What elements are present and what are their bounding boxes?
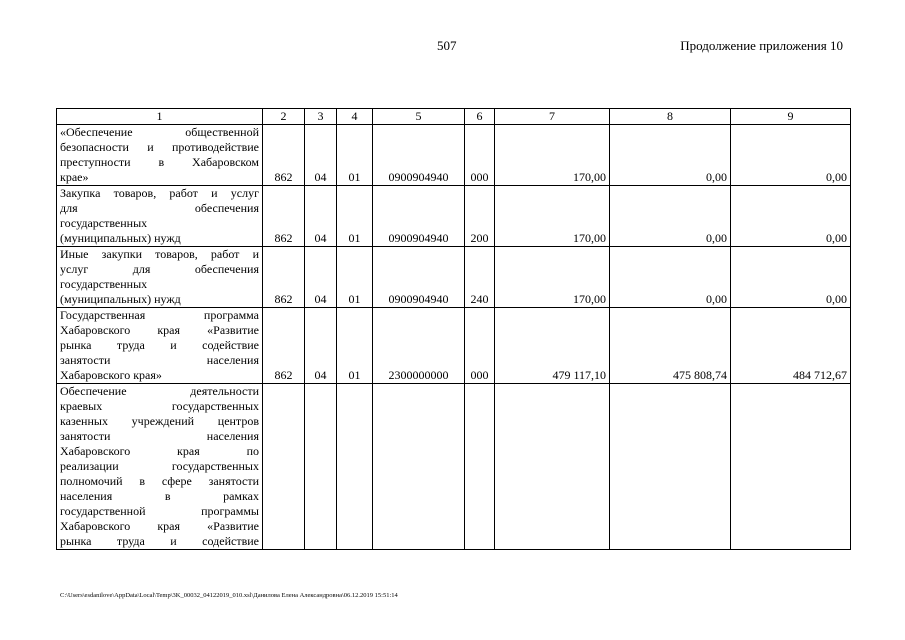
description-line: «Обеспечение общественной bbox=[60, 125, 259, 139]
target-article-code bbox=[373, 384, 465, 550]
row-description bbox=[57, 186, 263, 247]
description-line: Закупка товаров, работ и услуг bbox=[60, 186, 259, 200]
column-header: 7 bbox=[495, 109, 610, 125]
description-line: Государственная программа bbox=[60, 308, 259, 322]
amount-year-1: 170,00 bbox=[495, 247, 610, 308]
description-line: безопасности и противодействие bbox=[60, 140, 259, 154]
amount-year-3: 0,00 bbox=[731, 125, 851, 186]
expense-type-code: 000 bbox=[465, 125, 495, 186]
table-row bbox=[57, 125, 851, 186]
amount-year-2: 0,00 bbox=[610, 125, 731, 186]
subsection-code: 01 bbox=[337, 247, 373, 308]
column-header: 4 bbox=[337, 109, 373, 125]
description-line: краевых государственных bbox=[60, 399, 259, 413]
table-header-row bbox=[57, 109, 851, 125]
target-article-code: 2300000000 bbox=[373, 308, 465, 384]
description-line: Обеспечение деятельности bbox=[60, 384, 259, 398]
description-line: занятости населения bbox=[60, 429, 259, 443]
table-row bbox=[57, 308, 851, 384]
department-code: 862 bbox=[263, 125, 305, 186]
amount-year-3 bbox=[731, 384, 851, 550]
department-code: 862 bbox=[263, 186, 305, 247]
description-line: Иные закупки товаров, работ и bbox=[60, 247, 259, 261]
file-path-footer: C:\Users\esdanilove\AppData\Local\Temp\3K_00032_04122019_010.xsl\Данилова Елена Александровна\06.12.2019 15:51:14 bbox=[60, 592, 398, 599]
column-header: 6 bbox=[465, 109, 495, 125]
page-number: 507 bbox=[437, 38, 457, 53]
expense-type-code: 240 bbox=[465, 247, 495, 308]
column-header: 3 bbox=[305, 109, 337, 125]
subsection-code: 01 bbox=[337, 125, 373, 186]
description-line: рынка труда и содействие bbox=[60, 534, 259, 548]
expense-type-code bbox=[465, 384, 495, 550]
description-line: Хабаровского края «Развитие bbox=[60, 519, 259, 533]
amount-year-1: 170,00 bbox=[495, 125, 610, 186]
section-code: 04 bbox=[305, 308, 337, 384]
amount-year-3: 0,00 bbox=[731, 186, 851, 247]
amount-year-3: 0,00 bbox=[731, 247, 851, 308]
description-line: (муниципальных) нужд bbox=[60, 231, 181, 245]
budget-table bbox=[56, 108, 851, 550]
section-code: 04 bbox=[305, 125, 337, 186]
subsection-code: 01 bbox=[337, 186, 373, 247]
description-line: услуг для обеспечения bbox=[60, 262, 259, 276]
description-line: казенных учреждений центров bbox=[60, 414, 259, 428]
row-description bbox=[57, 308, 263, 384]
column-header: 5 bbox=[373, 109, 465, 125]
amount-year-2 bbox=[610, 384, 731, 550]
subsection-code bbox=[337, 384, 373, 550]
section-code: 04 bbox=[305, 247, 337, 308]
amount-year-2: 0,00 bbox=[610, 247, 731, 308]
row-description bbox=[57, 125, 263, 186]
amount-year-2: 475 808,74 bbox=[610, 308, 731, 384]
description-line: Хабаровского края «Развитие bbox=[60, 323, 259, 337]
amount-year-1: 170,00 bbox=[495, 186, 610, 247]
amount-year-1 bbox=[495, 384, 610, 550]
section-code bbox=[305, 384, 337, 550]
description-line: населения в рамках bbox=[60, 489, 259, 503]
section-code: 04 bbox=[305, 186, 337, 247]
amount-year-2: 0,00 bbox=[610, 186, 731, 247]
expense-type-code: 200 bbox=[465, 186, 495, 247]
description-line: для обеспечения bbox=[60, 201, 259, 215]
description-line: крае» bbox=[60, 170, 89, 184]
description-line: Хабаровского края по bbox=[60, 444, 259, 458]
column-header: 1 bbox=[57, 109, 263, 125]
target-article-code: 0900904940 bbox=[373, 186, 465, 247]
description-line: государственных bbox=[60, 277, 148, 291]
description-line: государственной программы bbox=[60, 504, 259, 518]
table-row bbox=[57, 186, 851, 247]
department-code: 862 bbox=[263, 247, 305, 308]
table-row bbox=[57, 247, 851, 308]
amount-year-1: 479 117,10 bbox=[495, 308, 610, 384]
description-line: занятости населения bbox=[60, 353, 259, 367]
column-header: 9 bbox=[731, 109, 851, 125]
subsection-code: 01 bbox=[337, 308, 373, 384]
appendix-continuation-note: Продолжение приложения 10 bbox=[680, 38, 843, 53]
row-description bbox=[57, 247, 263, 308]
description-line: Хабаровского края» bbox=[60, 368, 162, 382]
row-description bbox=[57, 384, 263, 550]
description-line: рынка труда и содействие bbox=[60, 338, 259, 352]
description-line: преступности в Хабаровском bbox=[60, 155, 259, 169]
department-code bbox=[263, 384, 305, 550]
column-header: 8 bbox=[610, 109, 731, 125]
column-header: 2 bbox=[263, 109, 305, 125]
department-code: 862 bbox=[263, 308, 305, 384]
amount-year-3: 484 712,67 bbox=[731, 308, 851, 384]
description-line: государственных bbox=[60, 216, 148, 230]
table-body bbox=[57, 125, 851, 550]
target-article-code: 0900904940 bbox=[373, 247, 465, 308]
table-row bbox=[57, 384, 851, 550]
expense-type-code: 000 bbox=[465, 308, 495, 384]
description-line: реализации государственных bbox=[60, 459, 259, 473]
description-line: полномочий в сфере занятости bbox=[60, 474, 259, 488]
description-line: (муниципальных) нужд bbox=[60, 292, 181, 306]
target-article-code: 0900904940 bbox=[373, 125, 465, 186]
